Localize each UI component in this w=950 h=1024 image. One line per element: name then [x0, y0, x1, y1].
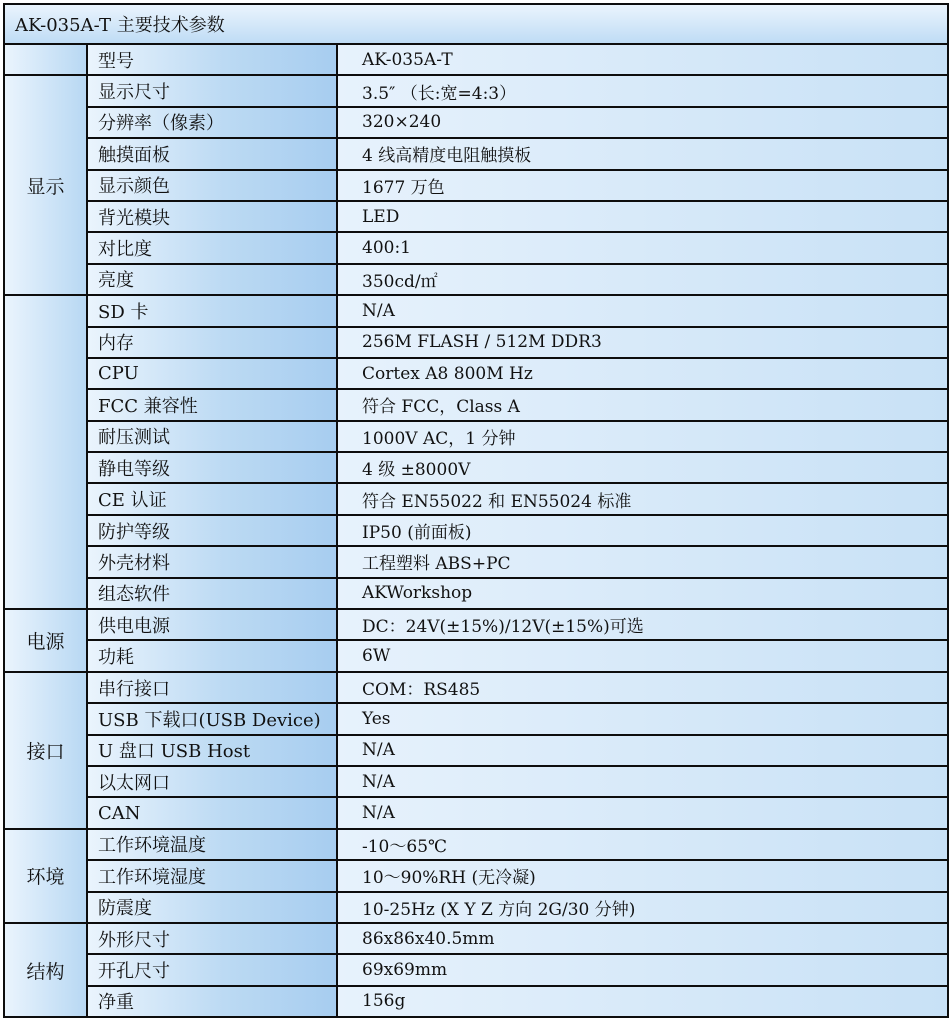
- param-label: CPU: [87, 358, 337, 389]
- param-value: N/A: [337, 797, 948, 828]
- table-row: [4, 515, 948, 546]
- table-row: [4, 295, 948, 326]
- group-blank: [4, 295, 87, 609]
- group-label: 结构: [4, 923, 87, 1017]
- param-label: 开孔尺寸: [87, 954, 337, 985]
- group-label: 电源: [4, 609, 87, 672]
- param-label: 防护等级: [87, 515, 337, 546]
- param-label: 净重: [87, 986, 337, 1017]
- param-label: 显示颜色: [87, 170, 337, 201]
- param-label: 功耗: [87, 640, 337, 671]
- table-row: [4, 358, 948, 389]
- group-blank: [4, 44, 87, 75]
- param-label: SD 卡: [87, 295, 337, 326]
- param-label: 亮度: [87, 264, 337, 295]
- param-value: DC：24V(±15%)/12V(±15%)可选: [337, 609, 948, 640]
- param-label: 防震度: [87, 892, 337, 923]
- group-label: 环境: [4, 829, 87, 923]
- table-row: [4, 578, 948, 609]
- title-row: [4, 4, 948, 44]
- param-value: 1677 万色: [337, 170, 948, 201]
- param-value: 400:1: [337, 232, 948, 263]
- param-value: Cortex A8 800M Hz: [337, 358, 948, 389]
- param-value: 350cd/㎡: [337, 264, 948, 295]
- param-label: 工作环境湿度: [87, 860, 337, 891]
- table-row: [4, 860, 948, 891]
- table-row: [4, 170, 948, 201]
- param-value: Yes: [337, 703, 948, 734]
- table-row: [4, 327, 948, 358]
- table-row: [4, 389, 948, 420]
- param-label: 静电等级: [87, 452, 337, 483]
- param-value: COM：RS485: [337, 672, 948, 703]
- table-row: [4, 75, 948, 106]
- param-value: N/A: [337, 766, 948, 797]
- param-label: 以太网口: [87, 766, 337, 797]
- param-value: 3.5″ （长:宽=4:3）: [337, 75, 948, 106]
- param-value: 10～90%RH (无冷凝): [337, 860, 948, 891]
- param-value: 4 线高精度电阻触摸板: [337, 138, 948, 169]
- param-label: 内存: [87, 327, 337, 358]
- param-label: CE 认证: [87, 483, 337, 514]
- param-value: N/A: [337, 735, 948, 766]
- param-value: AK-035A-T: [337, 44, 948, 75]
- table-row: [4, 735, 948, 766]
- param-label: 对比度: [87, 232, 337, 263]
- table-row: [4, 201, 948, 232]
- group-label: 接口: [4, 672, 87, 829]
- param-value: N/A: [337, 295, 948, 326]
- param-value: 1000V AC，1 分钟: [337, 421, 948, 452]
- table-row: [4, 609, 948, 640]
- param-value: -10～65℃: [337, 829, 948, 860]
- table-row: [4, 264, 948, 295]
- param-value: 86x86x40.5mm: [337, 923, 948, 954]
- param-value: LED: [337, 201, 948, 232]
- param-label: 显示尺寸: [87, 75, 337, 106]
- param-value: 6W: [337, 640, 948, 671]
- param-value: 工程塑料 ABS+PC: [337, 546, 948, 577]
- table-row: [4, 483, 948, 514]
- table-row: [4, 452, 948, 483]
- group-label: 显示: [4, 75, 87, 295]
- param-value: 320×240: [337, 107, 948, 138]
- param-value: AKWorkshop: [337, 578, 948, 609]
- param-value: 符合 EN55022 和 EN55024 标准: [337, 483, 948, 514]
- table-row: [4, 138, 948, 169]
- param-value: 156g: [337, 986, 948, 1017]
- param-value: 256M FLASH / 512M DDR3: [337, 327, 948, 358]
- table-row: [4, 703, 948, 734]
- param-label: 型号: [87, 44, 337, 75]
- param-value: IP50 (前面板): [337, 515, 948, 546]
- param-label: 耐压测试: [87, 421, 337, 452]
- param-label: 工作环境温度: [87, 829, 337, 860]
- table-row: [4, 986, 948, 1017]
- table-row: [4, 923, 948, 954]
- param-label: 串行接口: [87, 672, 337, 703]
- table-row: [4, 892, 948, 923]
- param-label: 组态软件: [87, 578, 337, 609]
- table-row: [4, 44, 948, 75]
- table-row: [4, 954, 948, 985]
- table-row: [4, 672, 948, 703]
- param-label: 分辨率（像素）: [87, 107, 337, 138]
- param-value: 4 级 ±8000V: [337, 452, 948, 483]
- param-label: 供电电源: [87, 609, 337, 640]
- param-label: CAN: [87, 797, 337, 828]
- table-row: [4, 107, 948, 138]
- param-label: 外形尺寸: [87, 923, 337, 954]
- param-label: U 盘口 USB Host: [87, 735, 337, 766]
- table-row: [4, 232, 948, 263]
- param-label: FCC 兼容性: [87, 389, 337, 420]
- param-label: 触摸面板: [87, 138, 337, 169]
- table-row: [4, 829, 948, 860]
- table-title: AK-035A-T 主要技术参数: [4, 4, 948, 44]
- table-row: [4, 421, 948, 452]
- table-row: [4, 640, 948, 671]
- param-value: 符合 FCC，Class A: [337, 389, 948, 420]
- spec-table: [3, 3, 949, 1018]
- table-row: [4, 766, 948, 797]
- param-label: USB 下载口(USB Device): [87, 703, 337, 734]
- table-row: [4, 546, 948, 577]
- param-label: 外壳材料: [87, 546, 337, 577]
- table-row: [4, 797, 948, 828]
- param-value: 69x69mm: [337, 954, 948, 985]
- param-label: 背光模块: [87, 201, 337, 232]
- param-value: 10-25Hz (X Y Z 方向 2G/30 分钟): [337, 892, 948, 923]
